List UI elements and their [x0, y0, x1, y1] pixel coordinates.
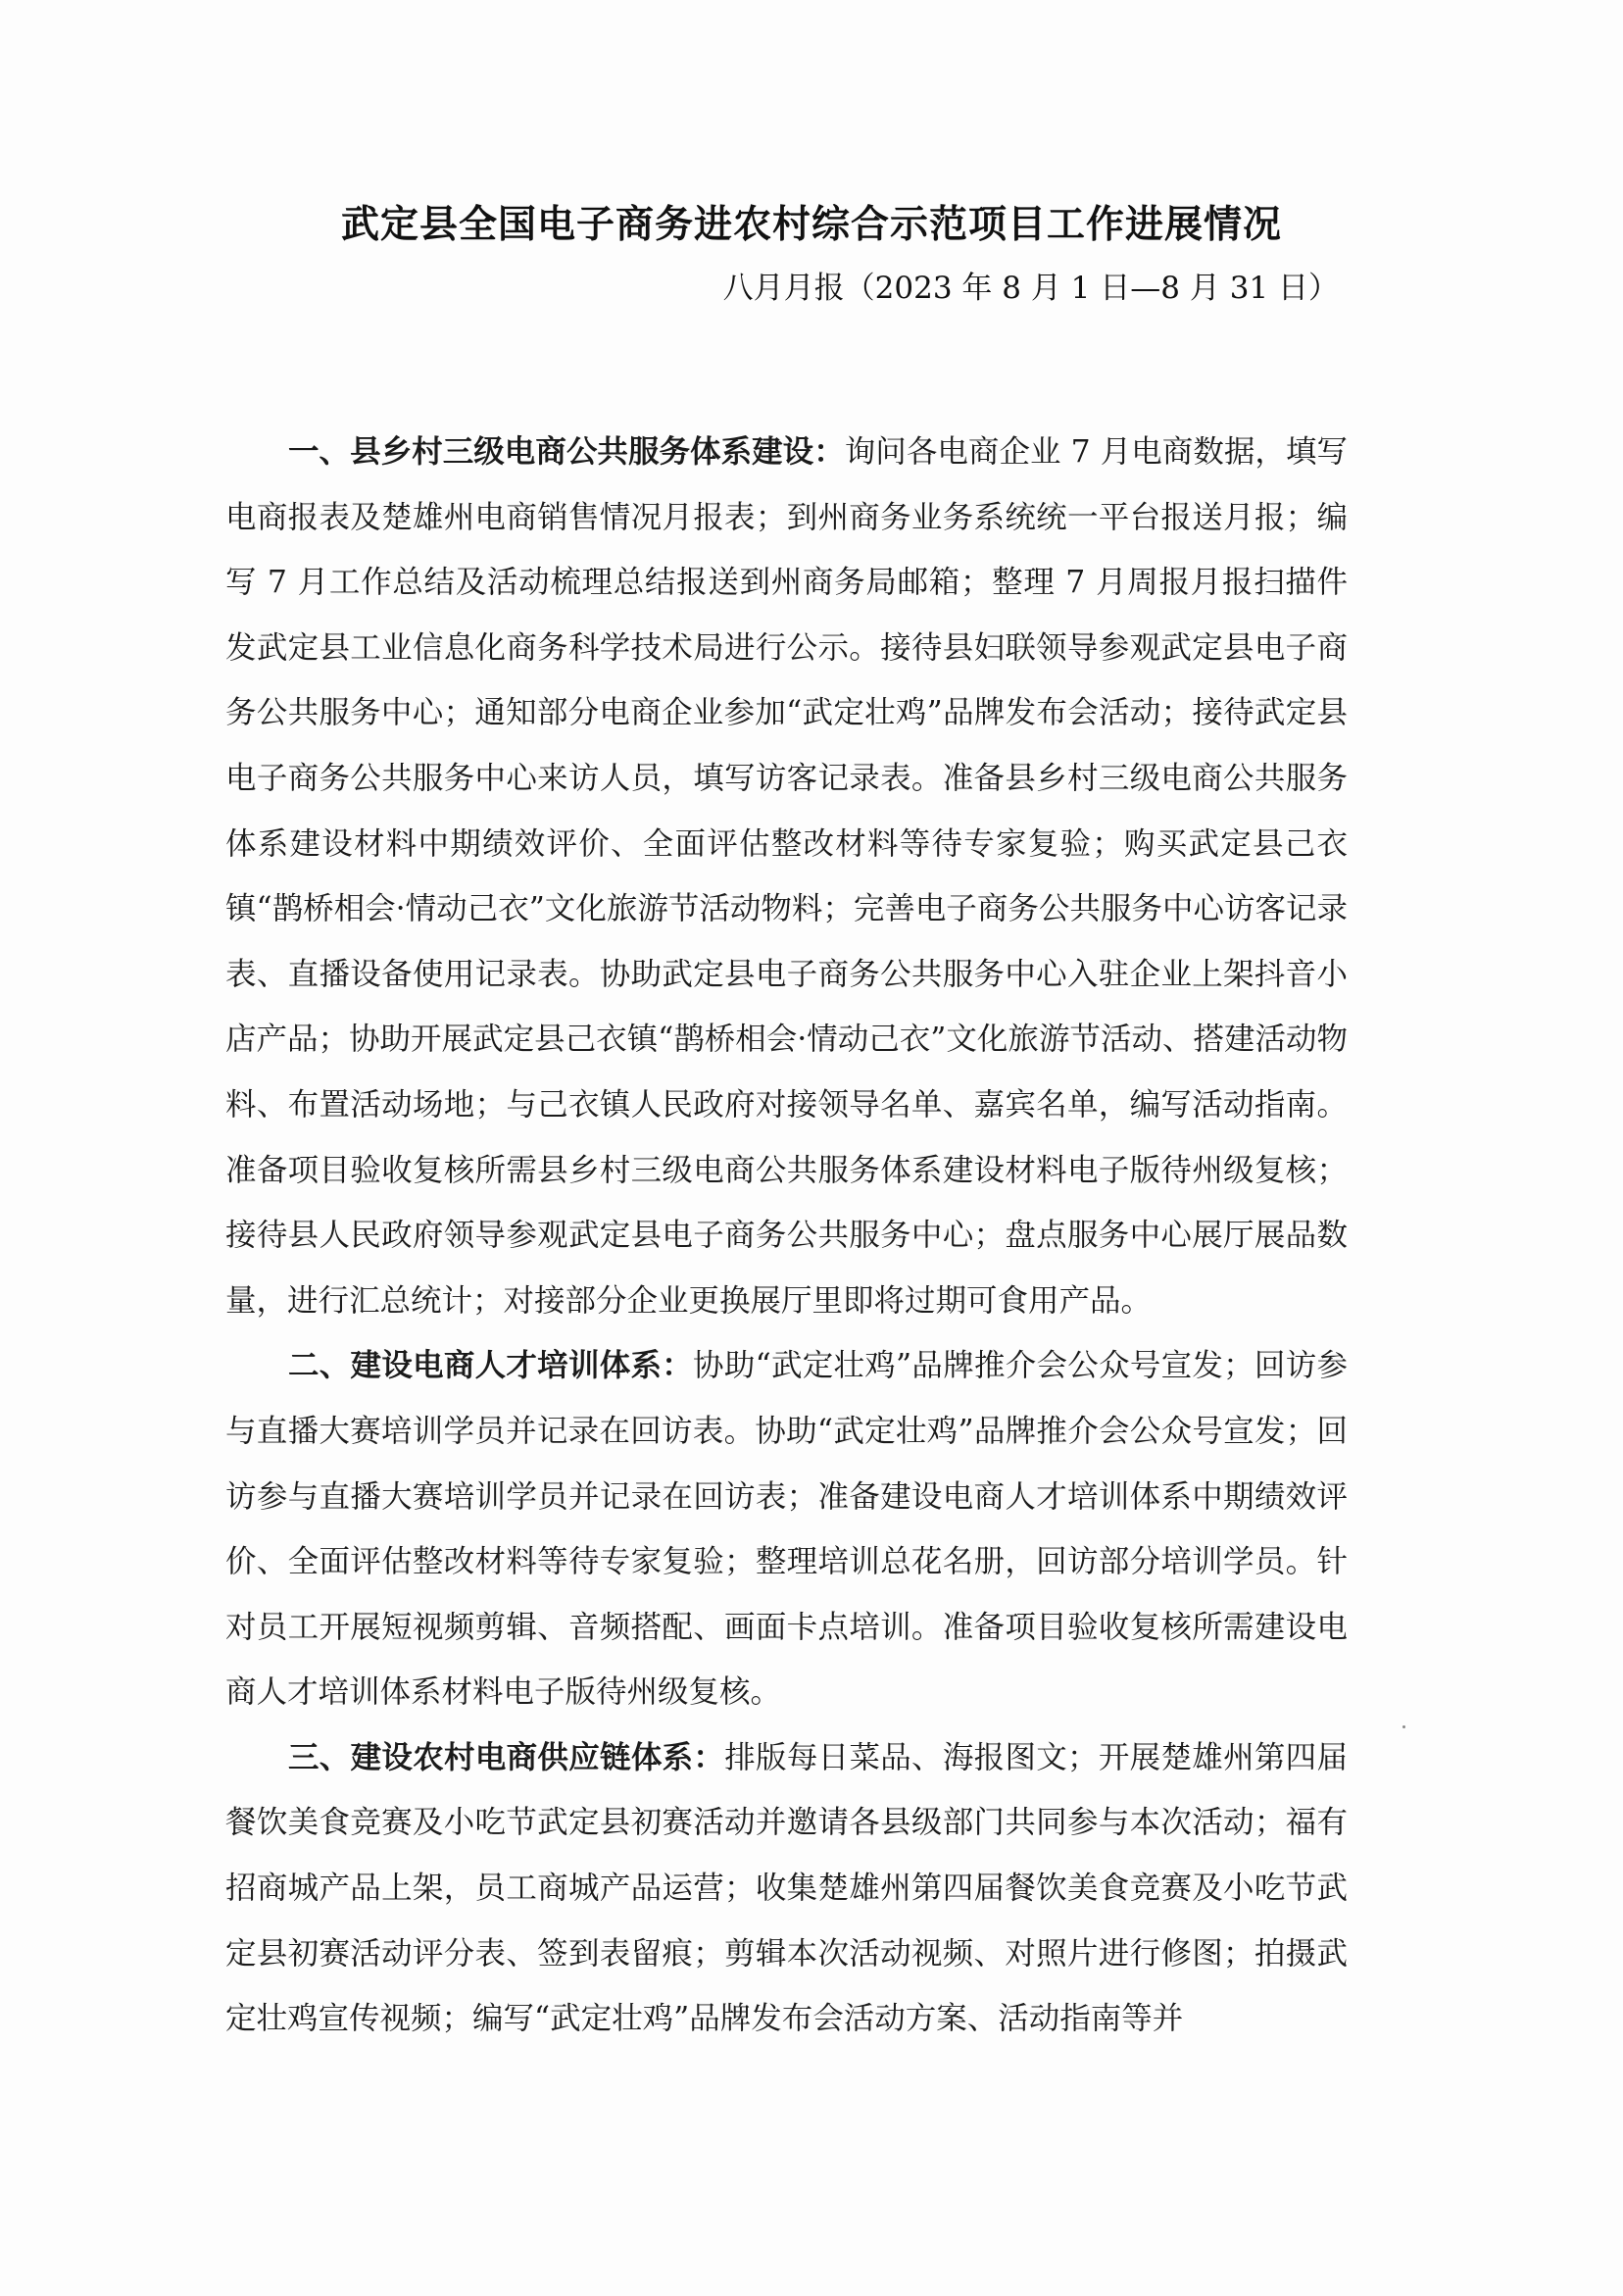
section-heading-2: 二、建设电商人才培训体系：: [288, 1348, 694, 1384]
section-paragraph-1: [225, 420, 1348, 1333]
section-heading-3: 三、建设农村电商供应链体系：: [288, 1739, 725, 1775]
scan-speck: [1402, 1725, 1405, 1728]
section-text-2: 协助“武定壮鸡”品牌推介会公众号宣发；回访参与直播大赛培训学员并记录在回访表。协助“武定壮鸡”品牌推介会公众号宣发；回访参与直播大赛培训学员并记录在回访表；准备建设电商人才培训体系中期绩效评价、全面评估整改材料等待专家复验；整理培训总花名册，回访部分培训学员。针对员工开展短视频剪辑、音频搭配、画面卡点培训。准备项目验收复核所需建设电商人才培训体系材料电子版待州级复核。: [225, 1348, 1348, 1711]
section-text-3: 排版每日菜品、海报图文；开展楚雄州第四届餐饮美食竞赛及小吃节武定县初赛活动并邀请各县级部门共同参与本次活动；福有招商城产品上架，员工商城产品运营；收集楚雄州第四届餐饮美食竞赛及小吃节武定县初赛活动评分表、签到表留痕；剪辑本次活动视频、对照片进行修图；拍摄武定壮鸡宣传视频；编写“武定壮鸡”品牌发布会活动方案、活动指南等并: [225, 1739, 1348, 2037]
document-title: 武定县全国电子商务进农村综合示范项目工作进展情况: [340, 203, 1282, 247]
section-paragraph-3: [225, 1725, 1348, 2052]
section-paragraph-2: [225, 1333, 1348, 1725]
section-heading-1: 一、县乡村三级电商公共服务体系建设：: [288, 434, 845, 470]
document-body: [225, 420, 1348, 2052]
section-text-1: 询问各电商企业 7 月电商数据，填写电商报表及楚雄州电商销售情况月报表；到州商务业务系统统一平台报送月报；编写 7 月工作总结及活动梳理总结报送到州商务局邮箱；整理 7 月周报月报扫描件发武定县工业信息化商务科学技术局进行公示。接待县妇联领导参观武定县电子商务公共服务中心；通知部分电商企业参加“武定壮鸡”品牌发布会活动；接待武定县电子商务公共服务中心来访人员，填写访客记录表。准备县乡村三级电商公共服务体系建设材料中期绩效评价、全面评估整改材料等待专家复验；购买武定县己衣镇“鹊桥相会·情动己衣”文化旅游节活动物料；完善电子商务公共服务中心访客记录表、直播设备使用记录表。协助武定县电子商务公共服务中心入驻企业上架抖音小店产品；协助开展武定县己衣镇“鹊桥相会·情动己衣”文化旅游节活动、搭建活动物料、布置活动场地；与己衣镇人民政府对接领导名单、嘉宾名单，编写活动指南。准备项目验收复核所需县乡村三级电商公共服务体系建设材料电子版待州级复核；接待县人民政府领导参观武定县电子商务公共服务中心；盘点服务中心展厅展品数量，进行汇总统计；对接部分企业更换展厅里即将过期可食用产品。: [225, 434, 1348, 1319]
report-period-subtitle: 八月月报（2023 年 8 月 1 日—8 月 31 日）: [722, 271, 1339, 306]
